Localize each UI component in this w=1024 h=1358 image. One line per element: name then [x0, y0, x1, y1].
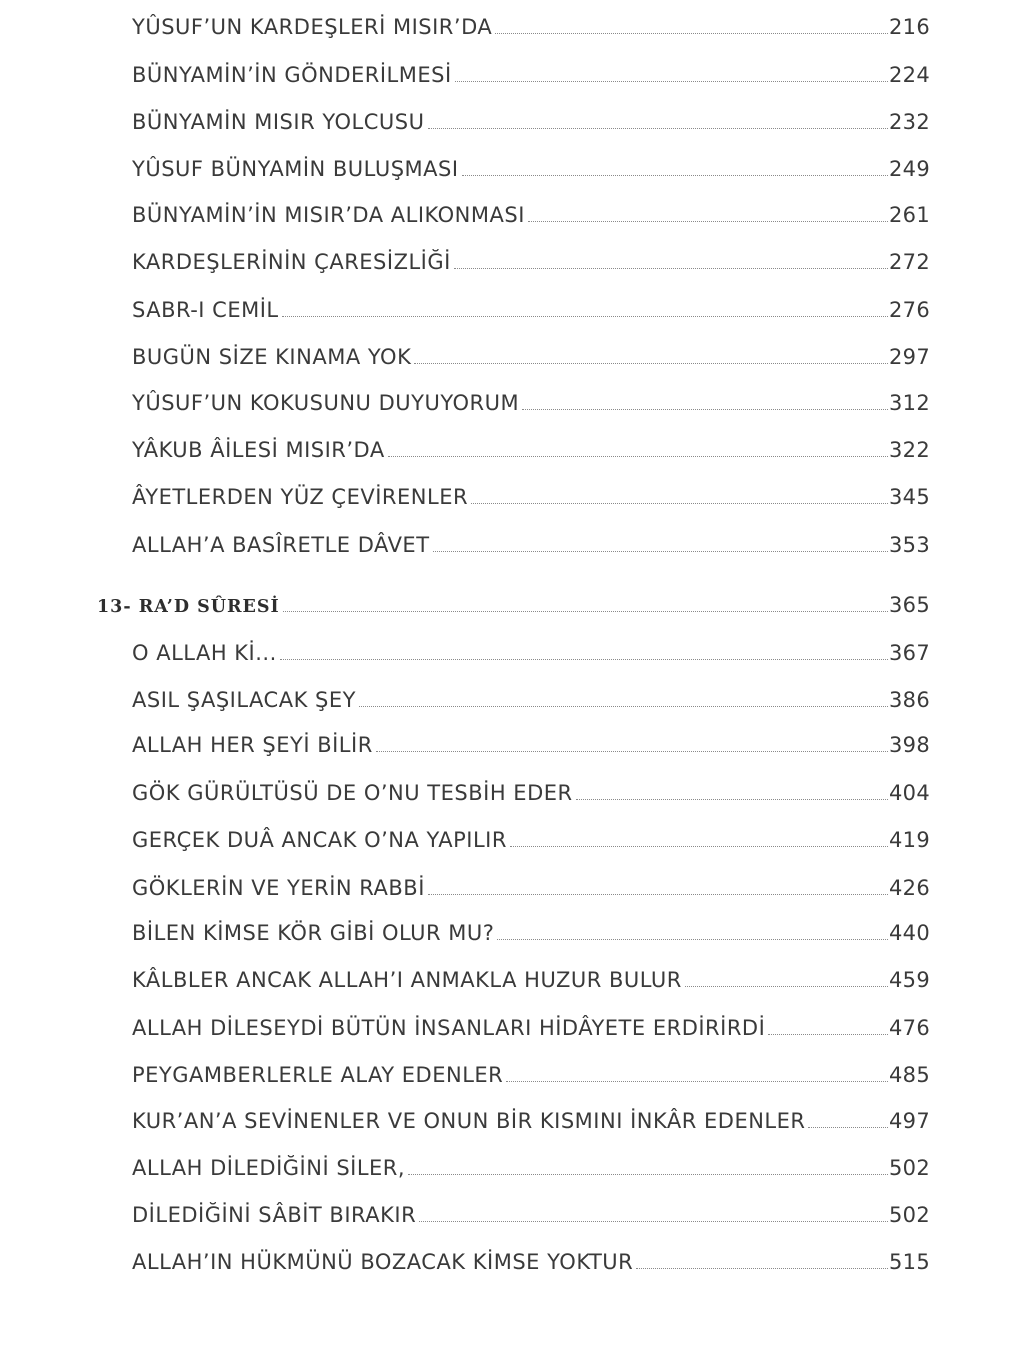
toc-entry [132, 681, 930, 711]
dot-leader [510, 846, 888, 847]
toc-entry-title: PEYGAMBERLERLE ALAY EDENLER [132, 1063, 504, 1087]
toc-entry [132, 1102, 930, 1132]
toc-entry-page: 485 [889, 1063, 930, 1087]
dot-leader [428, 128, 889, 129]
dot-leader [454, 268, 888, 269]
toc-entry-page: 261 [889, 203, 930, 227]
toc-entry-page: 459 [889, 968, 930, 992]
toc-entry-page: 232 [889, 110, 930, 134]
dot-leader [528, 221, 888, 222]
dot-leader [636, 1268, 888, 1269]
toc-entry [132, 869, 930, 899]
dot-leader [462, 175, 888, 176]
chapter-heading [97, 586, 930, 616]
dot-leader [283, 611, 888, 612]
toc-entry-page: 386 [889, 688, 930, 712]
toc-entry [132, 56, 930, 86]
dot-leader [419, 1221, 888, 1222]
toc-entry-title: SABR-I CEMİL [132, 298, 279, 322]
toc-entry-page: 312 [889, 391, 930, 415]
toc-entry-title: DİLEDİĞİNİ SÂBİT BIRAKIR [132, 1203, 417, 1227]
dot-leader [428, 894, 888, 895]
toc-entry-page: 398 [889, 733, 930, 757]
toc-entry-title: BİLEN KİMSE KÖR GİBİ OLUR MU? [132, 921, 495, 945]
toc-entry-title: YÛSUF’UN KARDEŞLERİ MISIR’DA [132, 15, 493, 39]
toc-entry [132, 291, 930, 321]
toc-entry [132, 1009, 930, 1039]
toc-entry-page: 502 [889, 1156, 930, 1180]
dot-leader [471, 503, 888, 504]
toc-entry-title: BUGÜN SİZE KINAMA YOK [132, 345, 412, 369]
toc-entry-page: 224 [889, 63, 930, 87]
dot-leader [685, 986, 888, 987]
toc-entry [132, 914, 930, 944]
dot-leader [495, 33, 888, 34]
dot-leader [497, 939, 888, 940]
toc-entry [132, 774, 930, 804]
toc-entry-page: 440 [889, 921, 930, 945]
dot-leader [433, 551, 888, 552]
toc-entry-title: BÜNYAMİN MISIR YOLCUSU [132, 110, 425, 134]
toc-entry-page: 322 [889, 438, 930, 462]
dot-leader [408, 1174, 888, 1175]
toc-entry-title: GÖK GÜRÜLTÜSÜ DE O’NU TESBİH EDER [132, 781, 573, 805]
toc-entry [132, 243, 930, 273]
dot-leader [359, 706, 888, 707]
toc-entry-title: ASIL ŞAŞILACAK ŞEY [132, 688, 356, 712]
toc-entry-title: BÜNYAMİN’İN MISIR’DA ALIKONMASI [132, 203, 525, 227]
toc-entry-page: 515 [889, 1250, 930, 1274]
toc-entry-title: ALLAH HER ŞEYİ BİLİR [132, 733, 373, 757]
dot-leader [388, 456, 888, 457]
dot-leader [506, 1081, 888, 1082]
chapter-heading-page: 365 [889, 593, 930, 617]
toc-entry-title: YÂKUB ÂİLESİ MISIR’DA [132, 438, 385, 462]
toc-entry-page: 404 [889, 781, 930, 805]
toc-entry [132, 103, 930, 133]
toc-entry-page: 353 [889, 533, 930, 557]
dot-leader [282, 316, 888, 317]
dot-leader [376, 751, 888, 752]
toc-entry-title: YÛSUF BÜNYAMİN BULUŞMASI [132, 157, 459, 181]
toc-entry [132, 634, 930, 664]
dot-leader [808, 1127, 888, 1128]
toc-entry-title: GERÇEK DUÂ ANCAK O’NA YAPILIR [132, 828, 507, 852]
dot-leader [414, 363, 888, 364]
toc-entry-page: 476 [889, 1016, 930, 1040]
dot-leader [280, 659, 888, 660]
toc-entry-title: ALLAH DİLESEYDİ BÜTÜN İNSANLARI HİDÂYETE ERDİRİRDİ [132, 1016, 766, 1040]
dot-leader [455, 81, 888, 82]
dot-leader [768, 1034, 888, 1035]
chapter-heading-title: 13- RA’D SÛRESİ [97, 596, 280, 617]
toc-entry-title: ALLAH DİLEDİĞİNİ SİLER, [132, 1156, 406, 1180]
toc-entry-page: 249 [889, 157, 930, 181]
toc-entry-page: 276 [889, 298, 930, 322]
toc-entry [132, 1149, 930, 1179]
toc-entry-page: 345 [889, 485, 930, 509]
toc-entry-title: KARDEŞLERİNİN ÇARESİZLİĞİ [132, 250, 451, 274]
toc-entry-title: ALLAH’IN HÜKMÜNÜ BOZACAK KİMSE YOKTUR [132, 1250, 634, 1274]
toc-entry [132, 526, 930, 556]
toc-entry-title: O ALLAH Kİ... [132, 641, 277, 665]
toc-entry [132, 1243, 930, 1273]
toc-entry-page: 216 [889, 15, 930, 39]
toc-entry-title: ALLAH’A BASÎRETLE DÂVET [132, 533, 430, 557]
toc-entry [132, 8, 930, 38]
toc-entry-page: 367 [889, 641, 930, 665]
toc-entry-title: BÜNYAMİN’İN GÖNDERİLMESİ [132, 63, 452, 87]
toc-entry-title: ÂYETLERDEN YÜZ ÇEVİRENLER [132, 485, 469, 509]
toc-entry-page: 272 [889, 250, 930, 274]
toc-entry [132, 1196, 930, 1226]
toc-entry-title: YÛSUF’UN KOKUSUNU DUYUYORUM [132, 391, 520, 415]
toc-entry-title: KÂLBLER ANCAK ALLAH’I ANMAKLA HUZUR BULUR [132, 968, 682, 992]
toc-entry [132, 821, 930, 851]
toc-entry [132, 338, 930, 368]
toc-entry-page: 426 [889, 876, 930, 900]
toc-entry-page: 502 [889, 1203, 930, 1227]
toc-entry-title: KUR’AN’A SEVİNENLER VE ONUN BİR KISMINI İNKÂR EDENLER [132, 1109, 806, 1133]
toc-entry [132, 196, 930, 226]
toc-entry [132, 150, 930, 180]
toc-entry [132, 1056, 930, 1086]
toc-entry-title: GÖKLERİN VE YERİN RABBİ [132, 876, 425, 900]
dot-leader [522, 409, 888, 410]
toc-entry [132, 478, 930, 508]
dot-leader [576, 799, 888, 800]
toc-entry-page: 497 [889, 1109, 930, 1133]
toc-entry [132, 384, 930, 414]
toc-entry-page: 419 [889, 828, 930, 852]
toc-entry-page: 297 [889, 345, 930, 369]
toc-entry [132, 431, 930, 461]
toc-entry [132, 961, 930, 991]
toc-entry [132, 726, 930, 756]
